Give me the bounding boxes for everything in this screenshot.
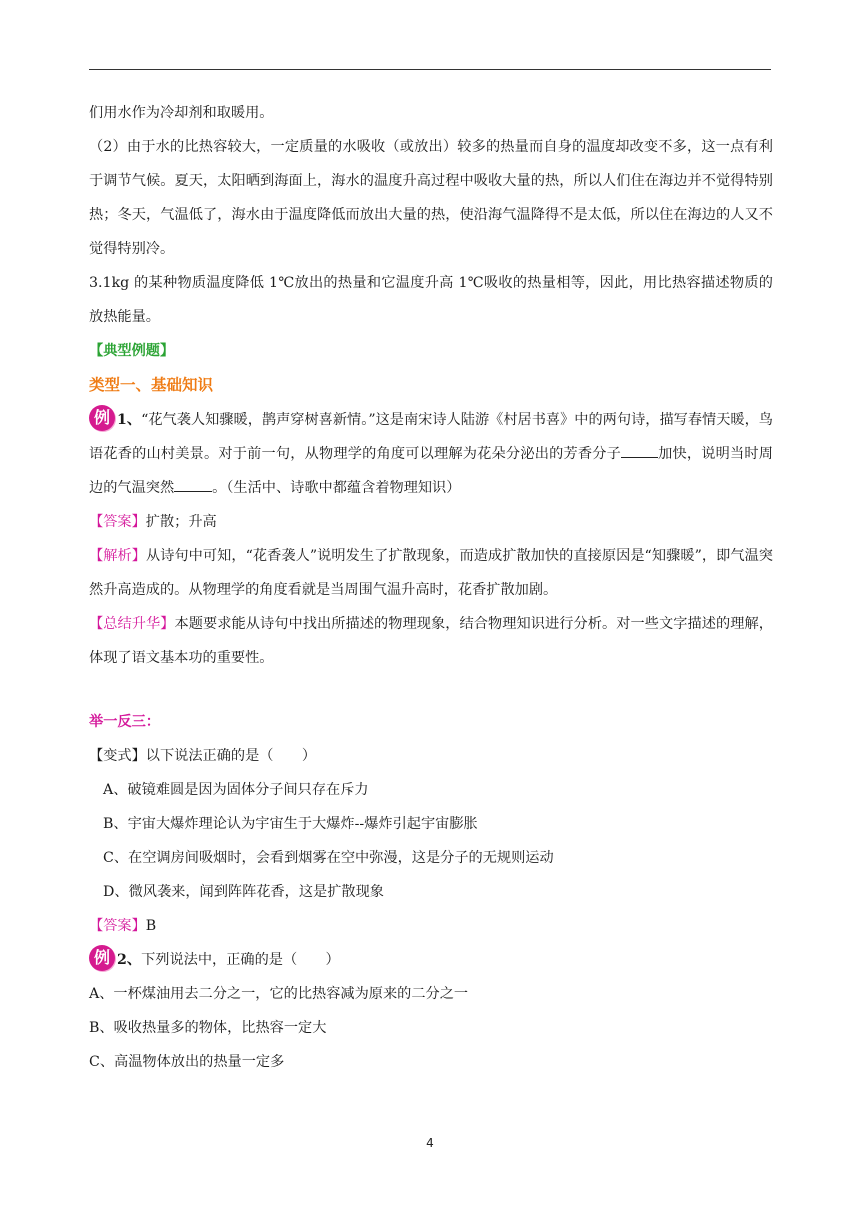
paragraph: 们用水作为冷却剂和取暖用。 — [89, 105, 274, 121]
answer-blank — [621, 443, 658, 458]
variant-option: D、微风袭来，闻到阵阵花香，这是扩散现象 — [103, 884, 384, 900]
header-rule — [89, 69, 771, 70]
type-heading: 类型一、基础知识 — [89, 375, 214, 394]
document-body — [89, 96, 773, 1079]
example-1-summary: 【总结升华】本题要求能从诗句中找出所描述的物理现象，结合物理知识进行分析。对一些文字描述的理解，体现了语文基本功的重要性。 — [89, 616, 773, 666]
practice-heading: 举一反三： — [89, 714, 160, 730]
example-2-option: C、高温物体放出的热量一定多 — [89, 1054, 285, 1070]
variant-option: C、在空调房间吸烟时，会看到烟雾在空中弥漫，这是分子的无规则运动 — [103, 850, 554, 866]
page-number: 4 — [426, 1136, 434, 1150]
answer-tag: 【答案】 — [89, 514, 146, 530]
summary-tag: 【总结升华】 — [89, 616, 175, 632]
example-2-option: A、一杯煤油用去二分之一，它的比热容减为原来的二分之一 — [89, 986, 469, 1002]
example-2-option: B、吸收热量多的物体，比热容一定大 — [89, 1020, 327, 1036]
section-heading: 【典型例题】 — [89, 343, 175, 359]
example-number: 1、 — [117, 412, 142, 428]
example-badge-icon: 例 — [89, 405, 115, 431]
variant-answer: 【答案】B — [89, 918, 157, 934]
variant-option: A、破镜难圆是因为固体分子间只存在斥力 — [103, 782, 369, 798]
answer-blank — [174, 477, 212, 492]
example-1-question: 例 1、“花气袭人知骤暖，鹊声穿树喜新情。”这是南宋诗人陆游《村居书喜》中的两句诗，描写春情天暖，鸟语花香的山村美景。对于前一句，从物理学的角度可以理解为花朵分泌出的芳香分子 加快，说明当时周边的气温突然 。（生活中、诗歌中都蕴含着物理知识） — [89, 403, 773, 505]
paragraph: （2）由于水的比热容较大，一定质量的水吸收（或放出）较多的热量而自身的温度却改变不多，这一点有利于调节气候。夏天，太阳晒到海面上，海水的温度升高过程中吸收大量的热，所以人们住在海边并不觉得特别热；冬天，气温低了，海水由于温度降低而放出大量的热，使沿海气温降得不是太低，所以住在海边的人又不觉得特别冷。 — [89, 139, 773, 257]
variant-option: B、宇宙大爆炸理论认为宇宙生于大爆炸--爆炸引起宇宙膨胀 — [103, 816, 478, 832]
paragraph: 3.1kg 的某种物质温度降低 1℃放出的热量和它温度升高 1℃吸收的热量相等，因此，用比热容描述物质的放热能量。 — [89, 275, 773, 325]
example-1-answer: 【答案】扩散；升高 — [89, 514, 217, 530]
example-badge-icon: 例 — [89, 945, 115, 971]
example-1-analysis: 【解析】从诗句中可知，“花香袭人”说明发生了扩散现象，而造成扩散加快的直接原因是“知骤暖”，即气温突然升高造成的。从物理学的角度看就是当周围气温升高时，花香扩散加剧。 — [89, 548, 773, 598]
analysis-tag: 【解析】 — [89, 548, 146, 564]
example-2-question: 例 2、下列说法中，正确的是（ ） — [89, 943, 773, 977]
answer-tag: 【答案】 — [89, 918, 146, 934]
example-number: 2、 — [117, 952, 142, 968]
variant-question: 【变式】以下说法正确的是（ ） — [89, 748, 317, 764]
